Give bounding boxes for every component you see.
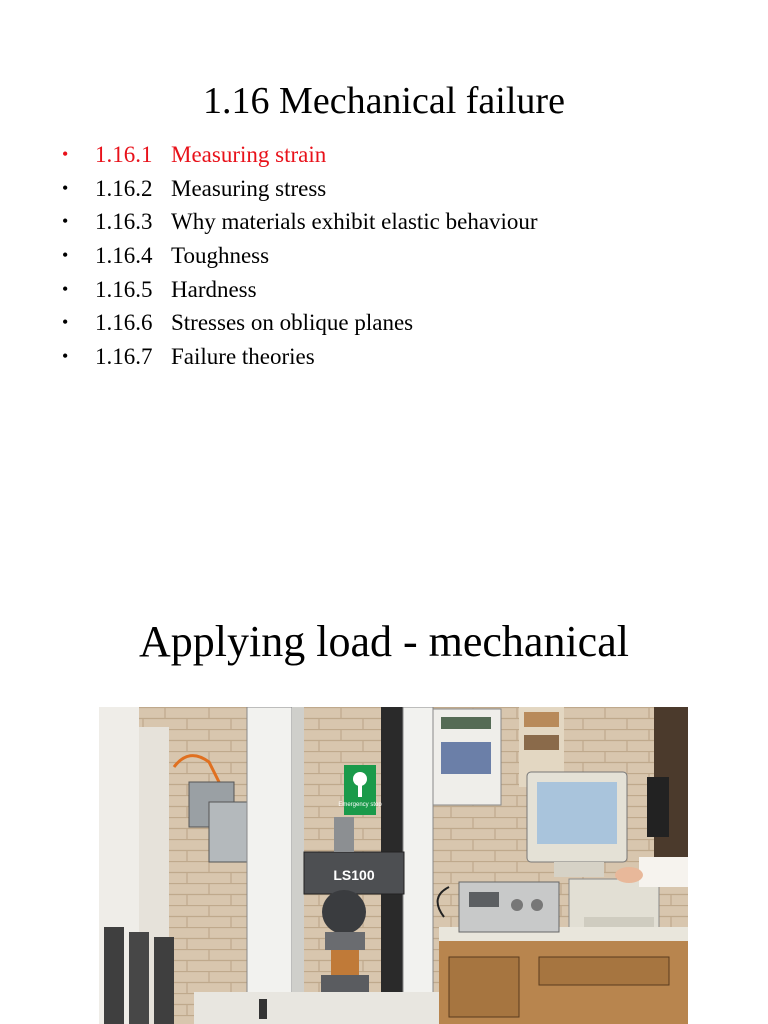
bullet-icon: • xyxy=(62,346,69,367)
topic-number: 1.16.7 xyxy=(95,344,153,370)
topic-text: Measuring strain xyxy=(171,142,327,167)
topic-item xyxy=(62,340,538,374)
topic-number: 1.16.4 xyxy=(95,243,153,269)
sign-text: Emergency stop xyxy=(338,802,382,808)
topic-item xyxy=(62,138,538,172)
topic-item xyxy=(62,239,538,273)
topic-text: Measuring stress xyxy=(171,175,327,201)
testing-machine-photo xyxy=(99,707,688,1024)
topic-number: 1.16.1 xyxy=(95,142,153,167)
bullet-icon: • xyxy=(62,312,69,333)
topic-list xyxy=(62,138,538,374)
topic-item xyxy=(62,205,538,239)
topic-text: Hardness xyxy=(171,276,257,302)
topic-item xyxy=(62,172,538,206)
topic-number: 1.16.5 xyxy=(95,276,153,302)
bullet-icon: • xyxy=(62,211,69,232)
bullet-icon: • xyxy=(62,177,69,198)
topic-item xyxy=(62,306,538,340)
bullet-icon: • xyxy=(62,245,69,266)
topic-item xyxy=(62,273,538,307)
topic-number: 1.16.2 xyxy=(95,175,153,201)
topic-number: 1.16.3 xyxy=(95,209,153,235)
topic-text: Failure theories xyxy=(171,344,315,370)
slide-title: 1.16 Mechanical failure xyxy=(203,80,565,122)
bullet-icon: • xyxy=(62,144,69,164)
topic-text: Stresses on oblique planes xyxy=(171,310,414,336)
slide-title: Applying load - mechanical xyxy=(139,617,629,666)
machine-label: LS100 xyxy=(333,867,375,883)
bullet-icon: • xyxy=(62,278,69,299)
topic-text: Why materials exhibit elastic behaviour xyxy=(171,209,538,235)
topic-text: Toughness xyxy=(171,243,270,269)
topic-number: 1.16.6 xyxy=(95,310,153,336)
